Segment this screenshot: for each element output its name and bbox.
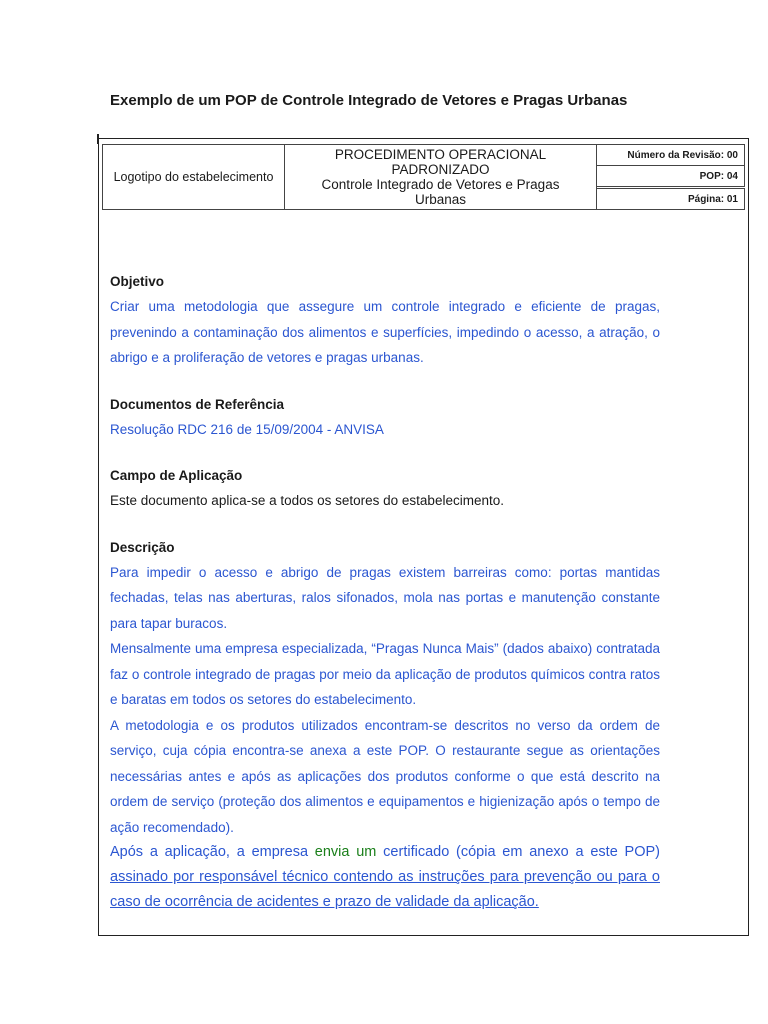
section-text-objetivo: Criar uma metodologia que assegure um controle integrado e eficiente de pragas, prevenindo a contaminação dos alimentos e superfícies, impedindo o acesso, a atração, o abrigo e a proliferação de vetores e pragas urbanas. — [110, 299, 660, 365]
page-number: Página: 01 — [596, 188, 745, 210]
pop-number: POP: 04 — [596, 165, 745, 187]
procedure-line-3: Controle Integrado de Vetores e Pragas — [321, 177, 560, 192]
meta-cells — [596, 144, 745, 210]
descricao-paragraph-4 — [110, 840, 660, 915]
section-title-documentos: Documentos de Referência — [110, 396, 285, 412]
revision-number: Número da Revisão: 00 — [596, 144, 745, 166]
descricao-paragraph-1: Para impedir o acesso e abrigo de pragas existem barreiras como: portas mantidas fechadas, telas nas aberturas, ralos sifonados, mola nas portas e manutenção constante para tapar buracos. — [110, 564, 660, 631]
descricao-paragraph-2: Mensalmente uma empresa especializada, “Pragas Nunca Mais” (dados abaixo) contratada faz o controle integrado de pragas por meio da aplicação de produtos químicos contra ratos e baratas em todos os setores do estabelecimento. — [110, 641, 660, 707]
section-title-descricao: Descrição — [110, 539, 175, 555]
section-text-campo: Este documento aplica-se a todos os setores do estabelecimento. — [110, 493, 504, 508]
descricao-paragraph-3: A metodologia e os produtos utilizados encontram-se descritos no verso da ordem de serviço, cuja cópia encontra-se anexa a este POP. O restaurante segue as orientações necessárias antes e após as aplicações dos produtos conforme o que está descrito na ordem de serviço (proteção dos alimentos e equipamentos e higienização após o tempo de ação recomendado). — [110, 717, 660, 835]
descricao-p4-underlined-space: assinado por responsável técnico contendo as instruções para prevenção ou para o caso de ocorrência de acidentes e prazo de validade da aplicação. — [110, 869, 660, 910]
pop-header-table — [102, 144, 745, 210]
section-text-documentos: Resolução RDC 216 de 15/09/2004 - ANVISA — [110, 421, 384, 437]
procedure-line-2: PADRONIZADO — [391, 162, 490, 177]
descricao-p4-part-a: Após a aplicação, a empresa — [110, 844, 315, 860]
document-body — [110, 272, 660, 915]
procedure-line-1: PROCEDIMENTO OPERACIONAL — [334, 147, 547, 162]
section-title-campo: Campo de Aplicação — [110, 468, 243, 483]
procedure-title-cell — [284, 144, 597, 210]
logo-cell: Logotipo do estabelecimento — [102, 144, 285, 210]
descricao-p4-highlight: envia um — [314, 844, 377, 860]
page-title: Exemplo de um POP de Controle Integrado de Vetores e Pragas Urbanas — [110, 92, 628, 109]
procedure-line-4: Urbanas — [414, 192, 467, 207]
descricao-p4-part-b: certificado (cópia em anexo a este POP) — [376, 844, 660, 860]
section-title-objetivo: Objetivo — [110, 274, 165, 289]
